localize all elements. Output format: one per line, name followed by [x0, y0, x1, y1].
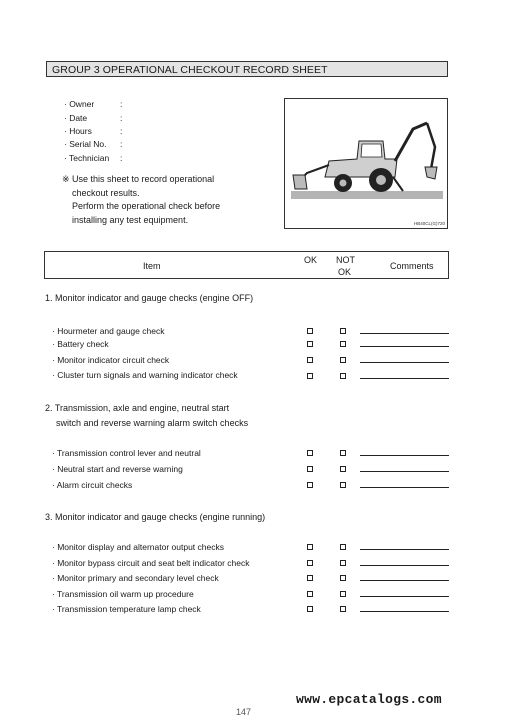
list-item: · Battery check — [52, 339, 109, 349]
ok-checkbox[interactable] — [307, 575, 313, 581]
backhoe-loader-icon — [285, 99, 447, 228]
not-ok-checkbox[interactable] — [340, 373, 346, 379]
not-ok-checkbox[interactable] — [340, 575, 346, 581]
ok-checkbox[interactable] — [307, 482, 313, 488]
date-field: · Date : — [64, 113, 123, 123]
list-item: · Neutral start and reverse warning — [52, 464, 183, 474]
header-ok: OK — [304, 255, 318, 265]
comment-line[interactable] — [360, 346, 449, 347]
comment-line[interactable] — [360, 487, 449, 488]
not-ok-checkbox[interactable] — [340, 466, 346, 472]
not-ok-checkbox[interactable] — [340, 450, 346, 456]
ok-checkbox[interactable] — [307, 606, 313, 612]
table-header — [44, 251, 449, 279]
technician-field: · Technician : — [64, 153, 123, 163]
header-not-ok-line1: NOT — [336, 255, 355, 265]
header-item: Item — [143, 261, 161, 271]
list-item: · Transmission temperature lamp check — [52, 604, 201, 614]
ok-checkbox[interactable] — [307, 466, 313, 472]
ok-checkbox[interactable] — [307, 544, 313, 550]
list-item: · Cluster turn signals and warning indicator check — [52, 370, 238, 380]
not-ok-checkbox[interactable] — [340, 482, 346, 488]
not-ok-checkbox[interactable] — [340, 328, 346, 334]
list-item: · Transmission control lever and neutral — [52, 448, 201, 458]
list-item: · Hourmeter and gauge check — [52, 326, 165, 336]
list-item: · Monitor primary and secondary level check — [52, 573, 219, 583]
page-number: 147 — [236, 707, 252, 717]
ok-checkbox[interactable] — [307, 591, 313, 597]
not-ok-checkbox[interactable] — [340, 591, 346, 597]
comment-line[interactable] — [360, 333, 449, 334]
not-ok-checkbox[interactable] — [340, 560, 346, 566]
list-item: · Monitor indicator circuit check — [52, 355, 170, 365]
header-not-ok-line2: OK — [338, 267, 352, 277]
header-comments: Comments — [390, 261, 434, 271]
instruction-note: ※ Use this sheet to record operational checkout results. Perform the operational check before installing any test equipment. — [62, 174, 221, 225]
page-title: GROUP 3 OPERATIONAL CHECKOUT RECORD SHEET — [46, 61, 448, 77]
ok-checkbox[interactable] — [307, 560, 313, 566]
section-2-title: 2. Transmission, axle and engine, neutral start — [45, 403, 230, 413]
comment-line[interactable] — [360, 549, 449, 550]
comment-line[interactable] — [360, 471, 449, 472]
comment-line[interactable] — [360, 596, 449, 597]
not-ok-checkbox[interactable] — [340, 544, 346, 550]
not-ok-checkbox[interactable] — [340, 606, 346, 612]
comment-line[interactable] — [360, 580, 449, 581]
list-item: · Transmission oil warm up procedure — [52, 589, 194, 599]
ok-checkbox[interactable] — [307, 357, 313, 363]
not-ok-checkbox[interactable] — [340, 357, 346, 363]
ok-checkbox[interactable] — [307, 341, 313, 347]
comment-line[interactable] — [360, 565, 449, 566]
hours-field: · Hours : — [64, 126, 123, 136]
list-item: · Monitor display and alternator output checks — [52, 542, 224, 552]
website-watermark: www.epcatalogs.com — [296, 692, 442, 707]
image-caption: HB40CL(G)720 — [413, 221, 445, 226]
ok-checkbox[interactable] — [307, 450, 313, 456]
comment-line[interactable] — [360, 611, 449, 612]
comment-line[interactable] — [360, 455, 449, 456]
ok-checkbox[interactable] — [307, 328, 313, 334]
section-1-title: 1. Monitor indicator and gauge checks (engine OFF) — [45, 293, 254, 303]
not-ok-checkbox[interactable] — [340, 341, 346, 347]
section-2-title-cont: switch and reverse warning alarm switch checks — [56, 418, 249, 428]
list-item: · Monitor bypass circuit and seat belt indicator check — [52, 558, 250, 568]
comment-line[interactable] — [360, 362, 449, 363]
ok-checkbox[interactable] — [307, 373, 313, 379]
comment-line[interactable] — [360, 378, 449, 379]
section-3-title: 3. Monitor indicator and gauge checks (engine running) — [45, 512, 266, 522]
owner-field: · Owner : — [64, 99, 123, 109]
serial-no-field: · Serial No. : — [64, 139, 123, 149]
list-item: · Alarm circuit checks — [52, 480, 133, 490]
machine-illustration — [284, 98, 448, 229]
